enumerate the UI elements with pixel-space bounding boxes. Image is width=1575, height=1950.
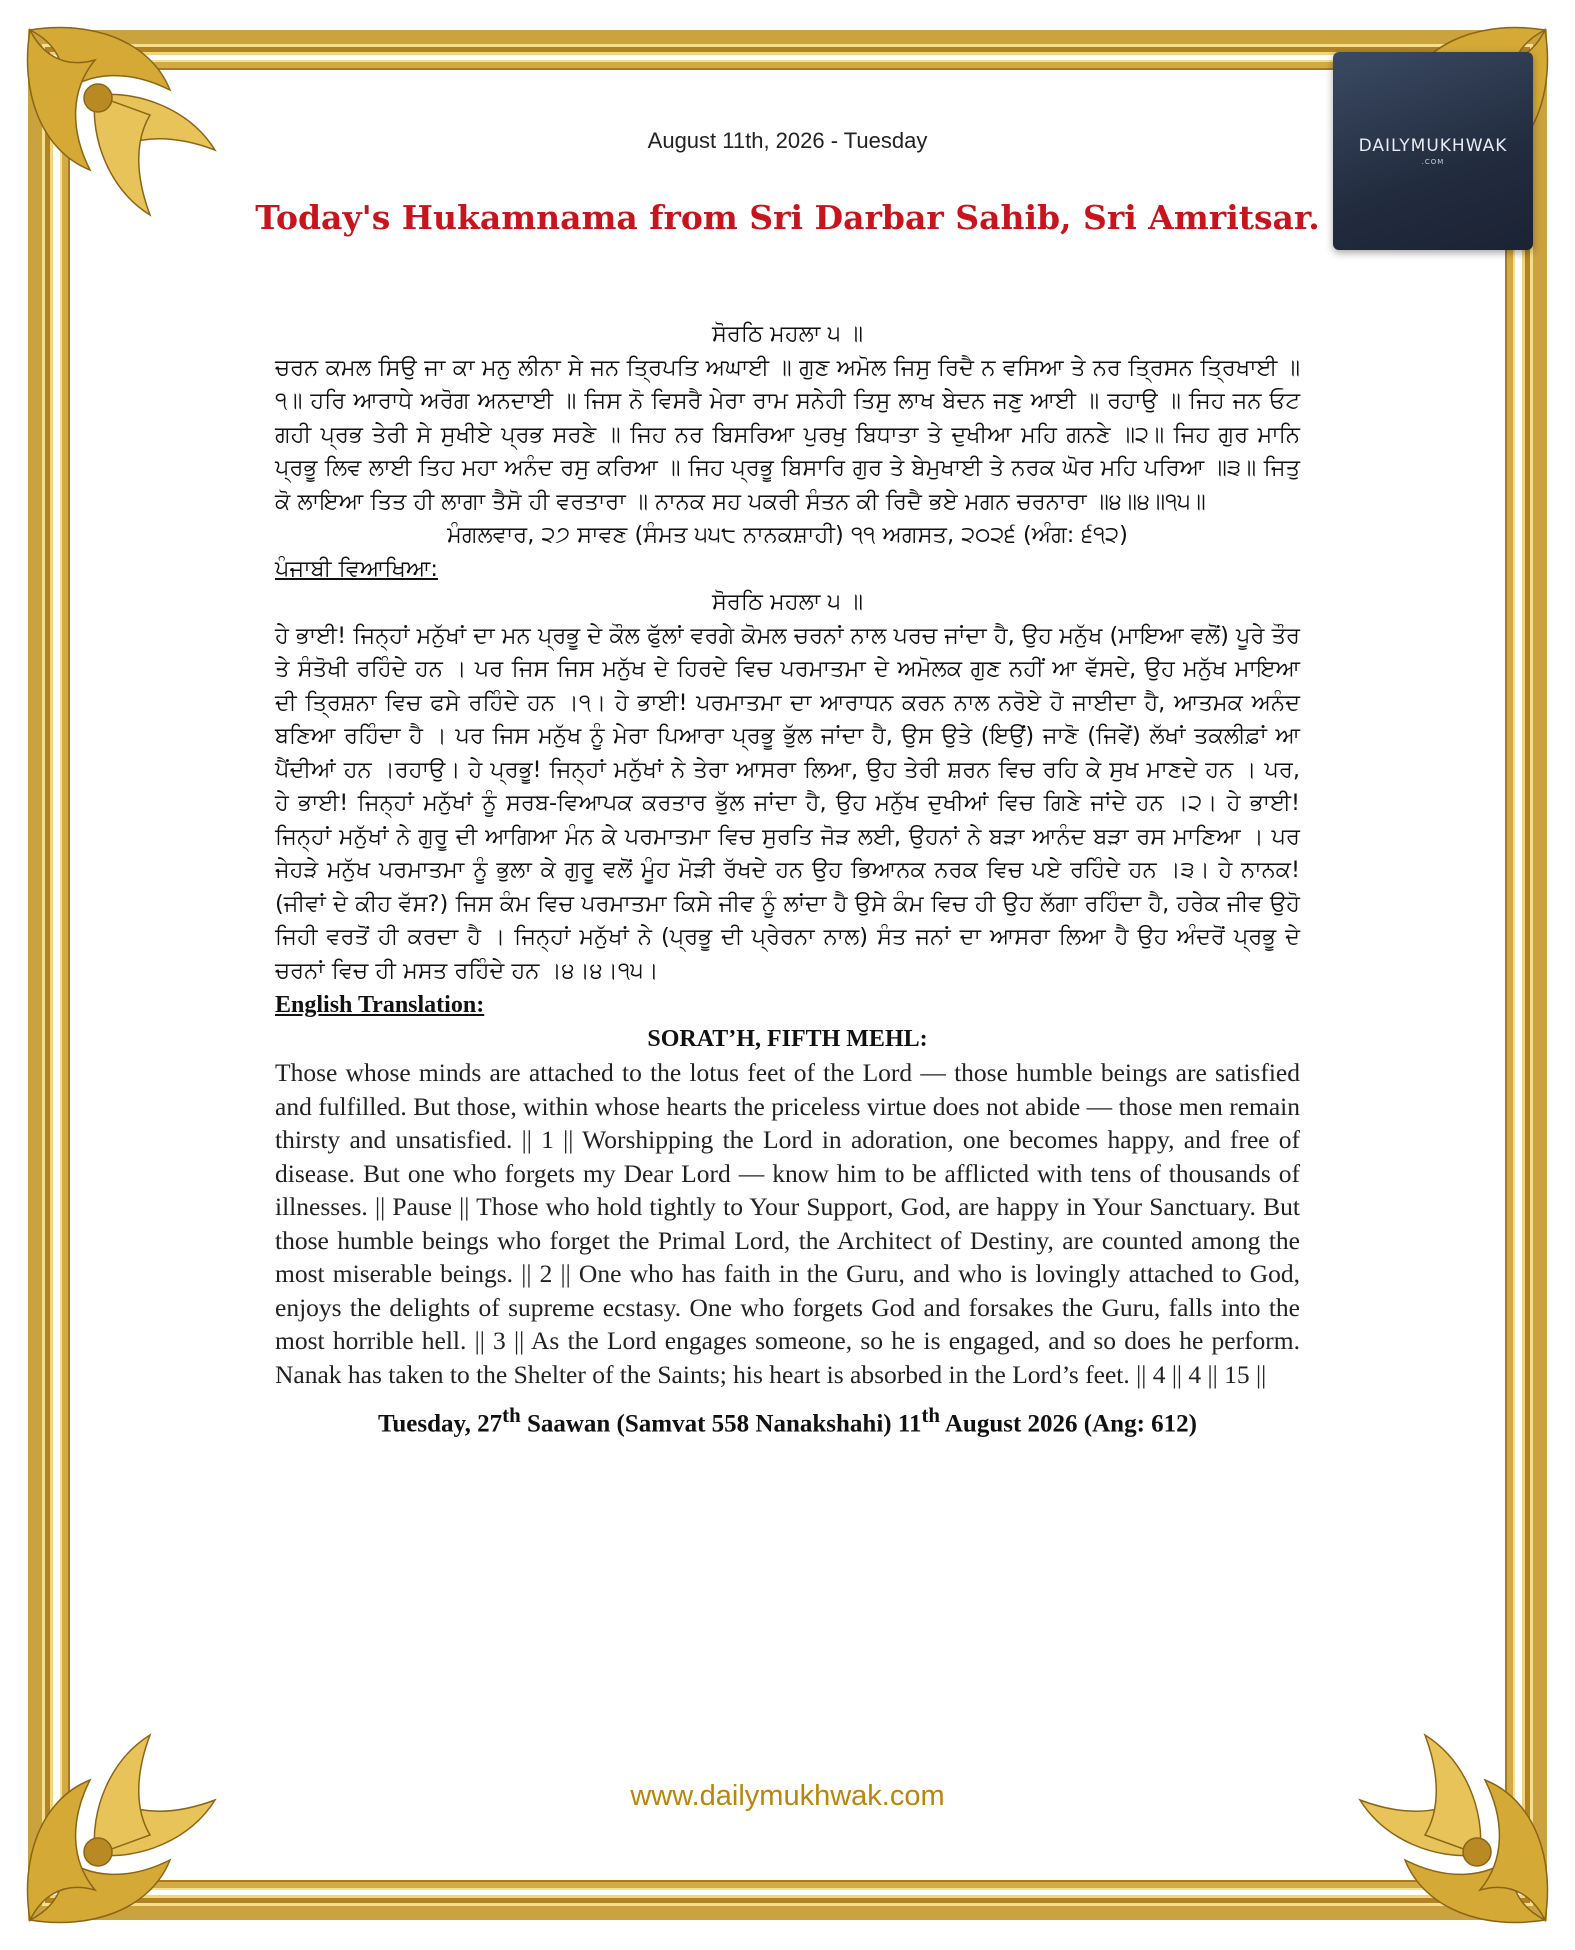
gurbani-heading: ਸੋਰਠਿ ਮਹਲਾ ੫ ॥	[711, 321, 864, 347]
english-date	[275, 1399, 1300, 1441]
date-header: August 11th, 2026 - Tuesday	[647, 128, 928, 153]
page-title: Today's Hukamnama from Sri Darbar Sahib, Sri Amritsar.	[255, 198, 1320, 237]
english-date-part: August 2026 (Ang: 612)	[940, 1410, 1197, 1438]
logo-text: DAILYMUKHWAK	[1358, 136, 1508, 156]
hukamnama-content	[275, 318, 1300, 1441]
logo-subtext: .COM	[1421, 158, 1445, 166]
english-heading: SORAT’H, FIFTH MEHL:	[647, 1026, 928, 1052]
date-suffix: th	[502, 1403, 521, 1427]
footer-website-link[interactable]: www.dailymukhwak.com	[630, 1780, 945, 1812]
corner-ornament-icon	[0, 1710, 240, 1950]
english-date-part: Tuesday, 27	[378, 1410, 503, 1438]
english-date-part: Saawan (Samvat 558 Nanakshahi) 11	[520, 1410, 922, 1438]
gurmukhi-date: ਮੰਗਲਵਾਰ, ੨੭ ਸਾਵਣ (ਸੰਮਤ ੫੫੮ ਨਾਨਕਸ਼ਾਹੀ) ੧੧ ਅਗਸਤ, ੨੦੨੬ (ਅੰਗ: ੬੧੨)	[447, 522, 1128, 548]
gurbani-text: ਚਰਨ ਕਮਲ ਸਿਉ ਜਾ ਕਾ ਮਨੁ ਲੀਨਾ ਸੇ ਜਨ ਤ੍ਰਿਪਤਿ ਅਘਾਈ ॥ ਗੁਣ ਅਮੋਲ ਜਿਸੁ ਰਿਦੈ ਨ ਵਸਿਆ ਤੇ ਨਰ ਤ੍ਰਿਸਨ ਤ੍ਰਿਖਾਈ ॥੧॥ ਹਰਿ ਆਰਾਧੇ ਅਰੋਗ ਅਨਦਾਈ ॥ ਜਿਸ ਨੋ ਵਿਸਰੈ ਮੇਰਾ ਰਾਮ ਸਨੇਹੀ ਤਿਸੁ ਲਾਖ ਬੇਦਨ ਜਣੁ ਆਈ ॥ ਰਹਾਉ ॥ ਜਿਹ ਜਨ ਓਟ ਗਹੀ ਪ੍ਰਭ ਤੇਰੀ ਸੇ ਸੁਖੀਏ ਪ੍ਰਭ ਸਰਣੇ ॥ ਜਿਹ ਨਰ ਬਿਸਰਿਆ ਪੁਰਖੁ ਬਿਧਾਤਾ ਤੇ ਦੁਖੀਆ ਮਹਿ ਗਨਣੇ ॥੨॥ ਜਿਹ ਗੁਰ ਮਾਨਿ ਪ੍ਰਭੂ ਲਿਵ ਲਾਈ ਤਿਹ ਮਹਾ ਅਨੰਦ ਰਸੁ ਕਰਿਆ ॥ ਜਿਹ ਪ੍ਰਭੂ ਬਿਸਾਰਿ ਗੁਰ ਤੇ ਬੇਮੁਖਾਈ ਤੇ ਨਰਕ ਘੋਰ ਮਹਿ ਪਰਿਆ ॥੩॥ ਜਿਤੁ ਕੋ ਲਾਇਆ ਤਿਤ ਹੀ ਲਾਗਾ ਤੈਸੋ ਹੀ ਵਰਤਾਰਾ ॥ ਨਾਨਕ ਸਹ ਪਕਰੀ ਸੰਤਨ ਕੀ ਰਿਦੈ ਭਏ ਮਗਨ ਚਰਨਾਰਾ ॥੪॥੪॥੧੫॥	[275, 354, 1300, 515]
punjabi-explanation: ਹੇ ਭਾਈ! ਜਿਨ੍ਹਾਂ ਮਨੁੱਖਾਂ ਦਾ ਮਨ ਪ੍ਰਭੂ ਦੇ ਕੌਲ ਫੁੱਲਾਂ ਵਰਗੇ ਕੋਮਲ ਚਰਨਾਂ ਨਾਲ ਪਰਚ ਜਾਂਦਾ ਹੈ, ਉਹ ਮਨੁੱਖ (ਮਾਇਆ ਵਲੋਂ) ਪੂਰੇ ਤੌਰ ਤੇ ਸੰਤੋਖੀ ਰਹਿੰਦੇ ਹਨ । ਪਰ ਜਿਸ ਜਿਸ ਮਨੁੱਖ ਦੇ ਹਿਰਦੇ ਵਿਚ ਪਰਮਾਤਮਾ ਦੇ ਅਮੋਲਕ ਗੁਣ ਨਹੀਂ ਆ ਵੱਸਦੇ, ਉਹ ਮਨੁੱਖ ਮਾਇਆ ਦੀ ਤ੍ਰਿਸ਼ਨਾ ਵਿਚ ਫਸੇ ਰਹਿੰਦੇ ਹਨ ।੧। ਹੇ ਭਾਈ! ਪਰਮਾਤਮਾ ਦਾ ਆਰਾਧਨ ਕਰਨ ਨਾਲ ਨਰੋਏ ਹੋ ਜਾਈਦਾ ਹੈ, ਆਤਮਕ ਅਨੰਦ ਬਣਿਆ ਰਹਿੰਦਾ ਹੈ । ਪਰ ਜਿਸ ਮਨੁੱਖ ਨੂੰ ਮੇਰਾ ਪਿਆਰਾ ਪ੍ਰਭੂ ਭੁੱਲ ਜਾਂਦਾ ਹੈ, ਉਸ ਉਤੇ (ਇਉਂ) ਜਾਣੋ (ਜਿਵੇਂ) ਲੱਖਾਂ ਤਕਲੀਫ਼ਾਂ ਆ ਪੈਂਦੀਆਂ ਹਨ ।ਰਹਾਉ। ਹੇ ਪ੍ਰਭੂ! ਜਿਨ੍ਹਾਂ ਮਨੁੱਖਾਂ ਨੇ ਤੇਰਾ ਆਸਰਾ ਲਿਆ, ਉਹ ਤੇਰੀ ਸ਼ਰਨ ਵਿਚ ਰਹਿ ਕੇ ਸੁਖ ਮਾਣਦੇ ਹਨ । ਪਰ, ਹੇ ਭਾਈ! ਜਿਨ੍ਹਾਂ ਮਨੁੱਖਾਂ ਨੂੰ ਸਰਬ-ਵਿਆਪਕ ਕਰਤਾਰ ਭੁੱਲ ਜਾਂਦਾ ਹੈ, ਉਹ ਮਨੁੱਖ ਦੁਖੀਆਂ ਵਿਚ ਗਿਣੇ ਜਾਂਦੇ ਹਨ ।੨। ਹੇ ਭਾਈ! ਜਿਨ੍ਹਾਂ ਮਨੁੱਖਾਂ ਨੇ ਗੁਰੂ ਦੀ ਆਗਿਆ ਮੰਨ ਕੇ ਪਰਮਾਤਮਾ ਵਿਚ ਸੁਰਤਿ ਜੋੜ ਲਈ, ਉਹਨਾਂ ਨੇ ਬੜਾ ਆਨੰਦ ਬੜਾ ਰਸ ਮਾਣਿਆ । ਪਰ ਜੇਹੜੇ ਮਨੁੱਖ ਪਰਮਾਤਮਾ ਨੂੰ ਭੁਲਾ ਕੇ ਗੁਰੂ ਵਲੋਂ ਮੂੰਹ ਮੋੜੀ ਰੱਖਦੇ ਹਨ ਉਹ ਭਿਆਨਕ ਨਰਕ ਵਿਚ ਪਏ ਰਹਿੰਦੇ ਹਨ ।੩। ਹੇ ਨਾਨਕ! (ਜੀਵਾਂ ਦੇ ਕੀਹ ਵੱਸ?) ਜਿਸ ਕੰਮ ਵਿਚ ਪਰਮਾਤਮਾ ਕਿਸੇ ਜੀਵ ਨੂੰ ਲਾਂਦਾ ਹੈ ਉਸੇ ਕੰਮ ਵਿਚ ਹੀ ਉਹ ਲੱਗਾ ਰਹਿੰਦਾ ਹੈ, ਹਰੇਕ ਜੀਵ ਉਹੋ ਜਿਹੀ ਵਰਤੋਂ ਹੀ ਕਰਦਾ ਹੈ । ਜਿਨ੍ਹਾਂ ਮਨੁੱਖਾਂ ਨੇ (ਪ੍ਰਭੂ ਦੀ ਪ੍ਰੇਰਨਾ ਨਾਲ) ਸੰਤ ਜਨਾਂ ਦਾ ਆਸਰਾ ਲਿਆ ਹੈ ਉਹ ਅੰਦਰੋਂ ਪ੍ਰਭੂ ਦੇ ਚਰਨਾਂ ਵਿਚ ਹੀ ਮਸਤ ਰਹਿੰਦੇ ਹਨ ।੪।੪।੧੫।	[275, 622, 1300, 984]
punjabi-heading: ਸੋਰਠਿ ਮਹਲਾ ੫ ॥	[711, 589, 864, 615]
english-translation: Those whose minds are attached to the lotus feet of the Lord — those humble beings are satisfied and fulfilled. But those, within whose hearts the priceless virtue does not abide — those men remain thirsty and unsatisfied. || 1 || Worshipping the Lord in adoration, one becomes happy, and free of disease. But one who forgets my Dear Lord — know him to be afflicted with tens of thousands of illnesses. || Pause || Those who hold tightly to Your Support, God, are happy in Your Sanctuary. But those humble beings who forget the Primal Lord, the Architect of Destiny, are counted among the most miserable beings. || 2 || One who has faith in the Guru, and who is lovingly attached to God, enjoys the delights of supreme ecstasy. One who forgets God and forsakes the Guru, falls into the most horrible hell. || 3 || As the Lord engages someone, so he is engaged, and so does he perform. Nanak has taken to the Shelter of the Saints; his heart is absorbed in the Lord’s feet. || 4 || 4 || 15 ||	[275, 1058, 1300, 1389]
english-section-label: English Translation:	[275, 992, 485, 1018]
punjabi-section-label: ਪੰਜਾਬੀ ਵਿਆਖਿਆ:	[275, 555, 438, 582]
date-suffix: th	[921, 1403, 940, 1427]
corner-ornament-icon	[1335, 1710, 1575, 1950]
